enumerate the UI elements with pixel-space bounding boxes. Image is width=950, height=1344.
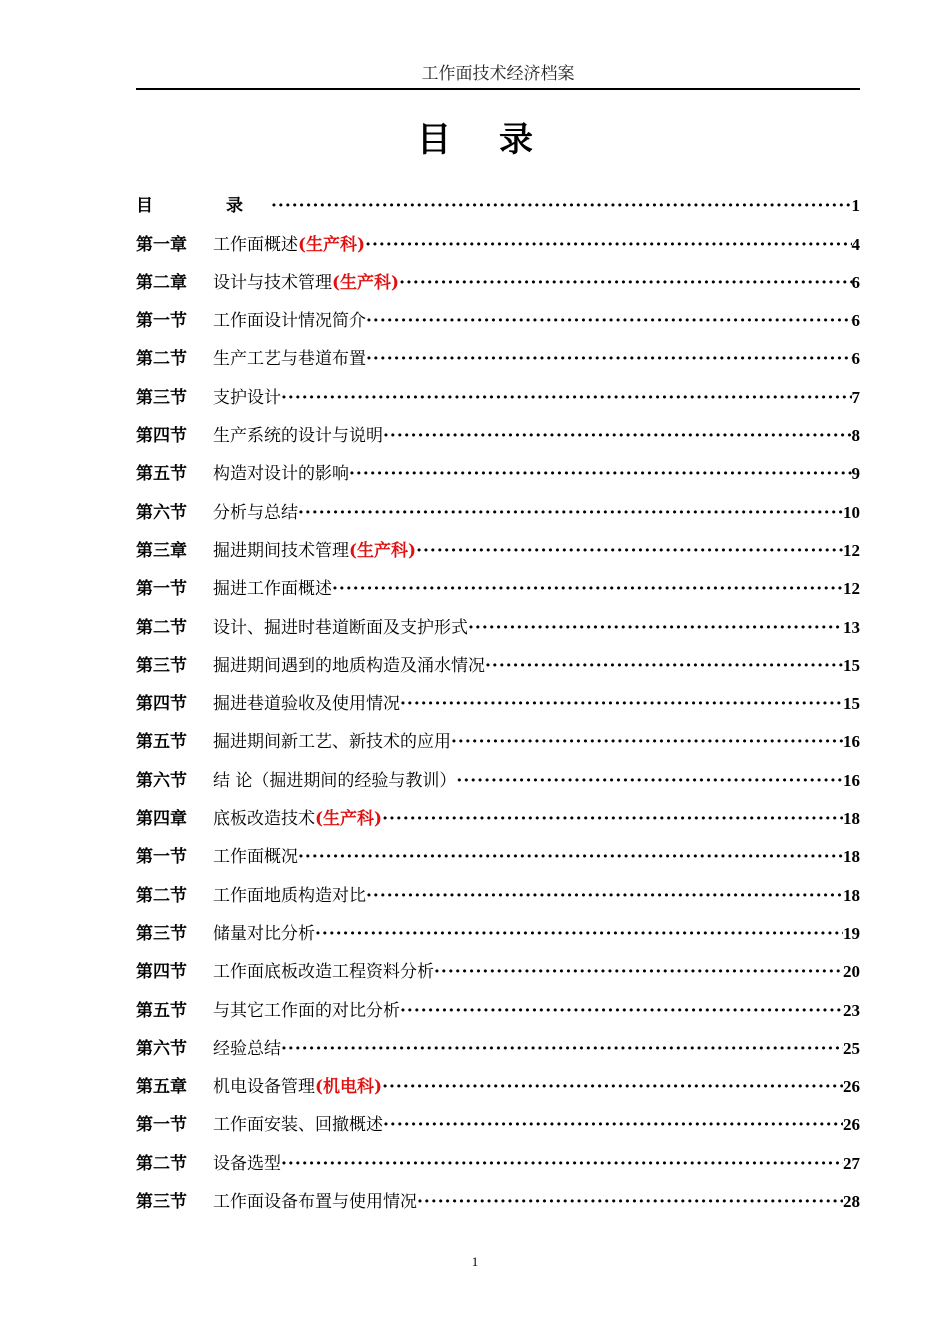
toc-entry[interactable] [136, 838, 860, 876]
toc-entry-label: 第五章 [136, 1077, 187, 1098]
toc-entry-title: 底板改造技术 [213, 809, 315, 830]
toc-leader-dots [298, 494, 843, 532]
toc-entry-title: 支护设计 [213, 387, 281, 408]
toc-entry-label: 第四节 [136, 426, 187, 447]
toc-entry-title: 工作面底板改造工程资料分析 [213, 962, 434, 983]
toc-leader-dots [434, 953, 843, 991]
toc-leader-dots [349, 455, 852, 493]
toc-entry[interactable] [136, 685, 860, 723]
toc-entry-page: 15 [843, 655, 860, 675]
toc-entry-department: (生产科) [315, 809, 383, 830]
toc-leader-dots [383, 1106, 843, 1144]
toc-entry[interactable] [136, 1183, 860, 1221]
toc-leader-dots [485, 647, 843, 685]
toc-entry-page: 6 [851, 272, 860, 292]
toc-entry-label: 第一节 [136, 847, 187, 868]
toc-entry-label: 第一章 [136, 234, 187, 255]
toc-entry-title: 设备选型 [213, 1153, 281, 1174]
toc-entry-page: 15 [843, 694, 860, 714]
toc-entry-title: 构造对设计的影响 [213, 464, 349, 485]
toc-entry-title: 与其它工作面的对比分析 [213, 1000, 400, 1021]
toc-leader-dots [456, 762, 843, 800]
toc-entry-title: 掘进巷道验收及使用情况 [213, 694, 400, 715]
toc-leader-dots [332, 570, 843, 608]
toc-entry-page: 16 [843, 732, 860, 752]
toc-entry-label: 第三节 [136, 1192, 187, 1213]
toc-entry-title: 工作面概况 [213, 847, 298, 868]
toc-leader-dots [383, 417, 852, 455]
toc-leader-dots [366, 877, 843, 915]
toc-entry-page: 6 [851, 311, 860, 331]
toc-entry-title: 机电设备管理 [213, 1077, 315, 1098]
toc-entry[interactable] [136, 225, 860, 263]
toc-entry[interactable] [136, 532, 860, 570]
toc-leader-dots [271, 187, 852, 225]
toc-leader-dots [281, 1030, 843, 1068]
toc-entry-label: 第四节 [136, 962, 187, 983]
toc-leader-dots [399, 264, 851, 302]
toc-entry-department: (生产科) [332, 272, 400, 293]
toc-entry[interactable] [136, 876, 860, 914]
toc-entry-page: 26 [843, 1115, 860, 1135]
toc-entry[interactable] [136, 493, 860, 531]
toc-leader-dots [468, 609, 843, 647]
toc-entry[interactable] [136, 570, 860, 608]
toc-entry-page: 27 [843, 1153, 860, 1173]
toc-entry-page: 4 [851, 234, 860, 254]
toc-entry-label: 第二节 [136, 885, 187, 906]
toc-entry-page: 25 [843, 1038, 860, 1058]
toc-leader-dots [366, 340, 852, 378]
toc-entry[interactable] [136, 1106, 860, 1144]
toc-leader-dots [366, 302, 852, 340]
toc-entry-label: 第六节 [136, 1038, 187, 1059]
toc-entry[interactable] [136, 455, 860, 493]
toc-entry-title: 工作面设备布置与使用情况 [213, 1192, 417, 1213]
toc-entry-label: 第二节 [136, 1153, 187, 1174]
toc-leader-dots [400, 685, 843, 723]
toc-entry[interactable] [136, 264, 860, 302]
toc-entry[interactable] [136, 647, 860, 685]
toc-entry-label: 第一节 [136, 579, 187, 600]
toc-entry-label: 第五节 [136, 464, 187, 485]
toc-entry-label: 第六节 [136, 502, 187, 523]
toc-entry-page: 12 [843, 579, 860, 599]
toc-entry-page: 7 [851, 387, 860, 407]
toc-entry-title: 掘进期间技术管理 [213, 540, 349, 561]
toc-entry-label: 第三节 [136, 923, 187, 944]
toc-entry-title: 经验总结 [213, 1038, 281, 1059]
toc-entry-title: 工作面设计情况简介 [213, 311, 366, 332]
toc-leader-dots [382, 1068, 843, 1106]
toc-entry-page: 9 [851, 464, 860, 484]
toc-entry-label: 第三章 [136, 540, 187, 561]
toc-entry-page: 16 [843, 770, 860, 790]
toc-entry-label: 第三节 [136, 387, 187, 408]
toc-entry-label: 第六节 [136, 770, 187, 791]
toc-entry-page: 12 [843, 540, 860, 560]
toc-entry-page: 8 [851, 426, 860, 446]
toc-leader-dots [365, 226, 851, 264]
toc-entry[interactable] [136, 608, 860, 646]
toc-entry-label: 第三节 [136, 655, 187, 676]
toc-entry-title: 生产系统的设计与说明 [213, 426, 383, 447]
toc-entry-title: 生产工艺与巷道布置 [213, 349, 366, 370]
toc-leader-dots [417, 1183, 843, 1221]
toc-entry[interactable] [136, 378, 860, 416]
toc-entry-label: 第二节 [136, 617, 187, 638]
toc-entry-page: 18 [843, 809, 860, 829]
toc-entry[interactable] [136, 953, 860, 991]
toc-entry[interactable] [136, 800, 860, 838]
toc-entry-title: 工作面安装、回撤概述 [213, 1115, 383, 1136]
toc-entry-title: 掘进期间遇到的地质构造及涌水情况 [213, 655, 485, 676]
toc-entry-page: 1 [851, 196, 860, 216]
toc-entry-label: 第二章 [136, 272, 187, 293]
toc-entry-title: 结 论（掘进期间的经验与教训） [213, 770, 457, 791]
toc-entry-page: 18 [843, 847, 860, 867]
toc-entry[interactable] [136, 761, 860, 799]
toc-leader-dots [382, 800, 843, 838]
toc-entry-department: (生产科) [298, 234, 366, 255]
toc-leader-dots [281, 379, 852, 417]
toc-entry-title: 工作面地质构造对比 [213, 885, 366, 906]
toc-entry-page: 13 [843, 617, 860, 637]
toc-entry-page: 28 [843, 1192, 860, 1212]
toc-entry-label: 第二节 [136, 349, 187, 370]
toc-entry-label: 第四节 [136, 694, 187, 715]
toc-entry[interactable] [136, 1030, 860, 1068]
toc-entry-page: 19 [843, 923, 860, 943]
toc-entry[interactable] [136, 1068, 860, 1106]
toc-entry-page: 20 [843, 962, 860, 982]
header-title: 工作面技术经济档案 [421, 64, 575, 84]
toc-entry-title: 设计与技术管理 [213, 272, 332, 293]
toc-entry[interactable] [136, 340, 860, 378]
toc-entry-title: 设计、掘进时巷道断面及支护形式 [213, 617, 468, 638]
toc-entry[interactable] [136, 723, 860, 761]
toc-entry-title: 掘进工作面概述 [213, 579, 332, 600]
toc-leader-dots [416, 532, 843, 570]
toc-entry[interactable] [136, 1144, 860, 1182]
toc-entry[interactable] [136, 991, 860, 1029]
toc-entry[interactable] [136, 915, 860, 953]
toc-entry-label: 目 录 [136, 196, 271, 217]
toc-entry[interactable] [136, 302, 860, 340]
toc-entry[interactable] [136, 417, 860, 455]
toc-entry-label: 第四章 [136, 809, 187, 830]
toc-entry-label: 第五节 [136, 1000, 187, 1021]
toc-entry-page: 6 [851, 349, 860, 369]
toc-leader-dots [298, 838, 843, 876]
toc-leader-dots [451, 723, 843, 761]
toc-entry-page: 26 [843, 1077, 860, 1097]
toc-entry-page: 23 [843, 1000, 860, 1020]
toc-entry-page: 10 [843, 502, 860, 522]
toc-entry-department: (机电科) [315, 1077, 383, 1098]
toc-leader-dots [281, 1145, 843, 1183]
page-header [136, 62, 860, 90]
toc-entry-title: 工作面概述 [213, 234, 298, 255]
toc-entry-title: 掘进期间新工艺、新技术的应用 [213, 732, 451, 753]
toc-entry-title: 储量对比分析 [213, 923, 315, 944]
toc-leader-dots [400, 992, 843, 1030]
toc-entry-label: 第一节 [136, 1115, 187, 1136]
page-number: 1 [471, 1254, 479, 1269]
toc-leader-dots [315, 915, 843, 953]
toc-entry-label: 第五节 [136, 732, 187, 753]
table-of-contents [136, 187, 860, 1221]
toc-entry-department: (生产科) [349, 540, 417, 561]
toc-entry-page: 18 [843, 885, 860, 905]
toc-entry-title: 分析与总结 [213, 502, 298, 523]
toc-entry-label: 第一节 [136, 311, 187, 332]
toc-entry[interactable] [136, 187, 860, 225]
page-title: 目录 [417, 120, 581, 160]
